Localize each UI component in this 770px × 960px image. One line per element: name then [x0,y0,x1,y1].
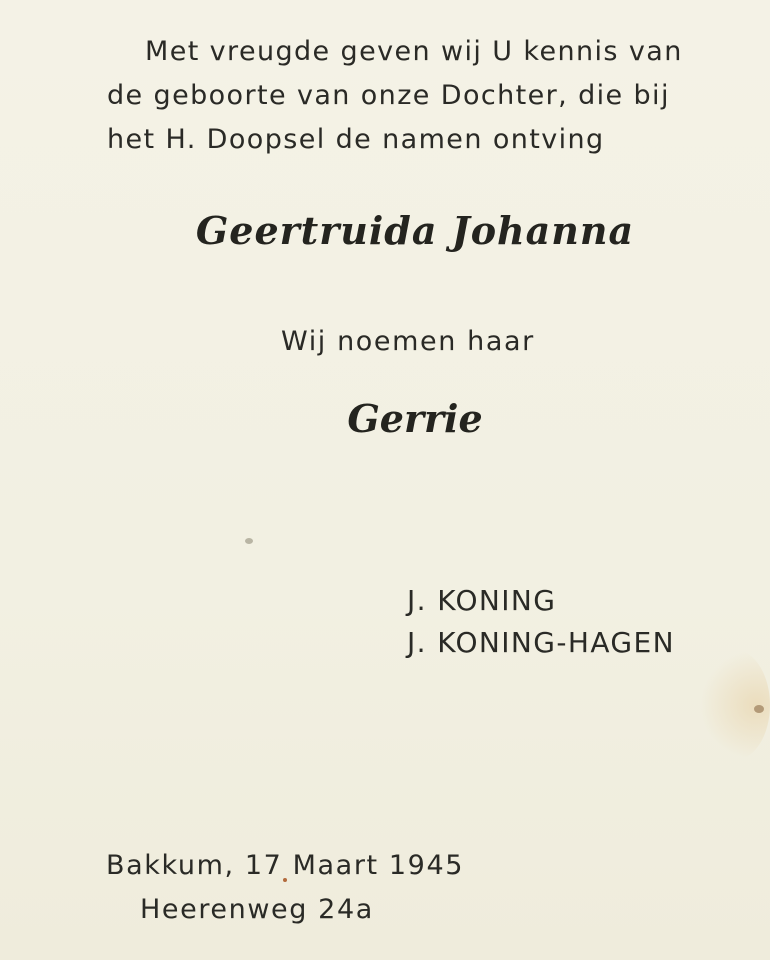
parent-name: J. KONING [407,584,557,617]
intro-line: Met vreugde geven wij U kennis van [145,36,683,67]
called-text: Wij noemen haar [281,326,535,357]
paper-speck [754,705,764,713]
parents-names [407,580,675,664]
address: Heerenweg 24a [140,894,374,925]
paper-speck [245,538,253,544]
parent-name: J. KONING-HAGEN [407,626,675,659]
intro-paragraph [107,30,737,162]
place-and-date: Bakkum, 17 Maart 1945 [106,850,464,881]
intro-line: het H. Doopsel de namen ontving [107,124,605,155]
nickname: Gerrie [347,396,483,441]
given-names: Geertruida Johanna [195,208,635,253]
intro-line: de geboorte van onze Dochter, die bij [107,80,670,111]
place-date-block [106,844,464,932]
